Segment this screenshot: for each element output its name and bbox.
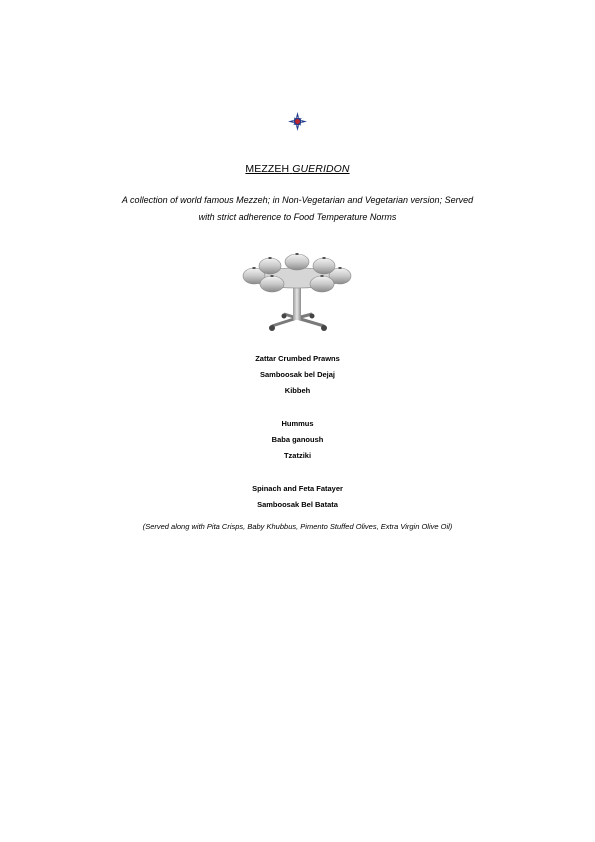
star-burst-ornament-icon bbox=[288, 112, 307, 131]
menu-group-veg bbox=[0, 481, 595, 513]
menu-item: Zattar Crumbed Prawns bbox=[255, 354, 340, 363]
intro-text bbox=[70, 192, 525, 226]
menu-item: Hummus bbox=[281, 419, 314, 429]
page-title bbox=[0, 163, 595, 175]
menu-item: Samboosak Bel Batata bbox=[257, 500, 338, 510]
title-part-1: MEZZEH bbox=[245, 163, 290, 175]
menu-item: Spinach and Feta Fatayer bbox=[252, 484, 343, 494]
menu-group-non-veg bbox=[0, 351, 595, 400]
title-part-2: GUERIDON bbox=[292, 163, 350, 175]
intro-line-2: with strict adherence to Food Temperature Norms bbox=[198, 212, 397, 222]
menu-item: Baba ganoush bbox=[271, 435, 324, 445]
menu-item: Kibbeh bbox=[284, 386, 311, 396]
menu-item: Tzatziki bbox=[283, 451, 312, 461]
intro-line-1: A collection of world famous Mezzeh; in Non-Vegetarian and Vegetarian version; Served bbox=[121, 195, 474, 205]
menu-list bbox=[0, 351, 595, 530]
menu-group-dips bbox=[0, 416, 595, 465]
menu-item: Samboosak bel Dejaj bbox=[259, 370, 336, 380]
mezzeh-trolley-image bbox=[232, 250, 362, 336]
serving-footnote: (Served along with Pita Crisps, Baby Khubbus, Pimento Stuffed Olives, Extra Virgin Olive Oil) bbox=[142, 522, 453, 531]
